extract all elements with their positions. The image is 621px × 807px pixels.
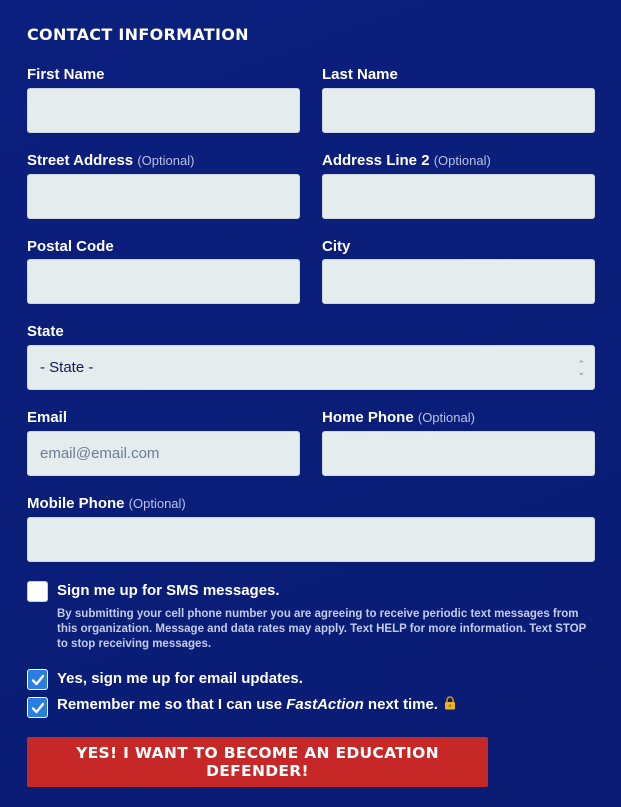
email-updates-checkbox[interactable] [27,669,48,690]
email-updates-label[interactable]: Yes, sign me up for email updates. [57,670,303,687]
first-name-label-text: First Name [27,66,105,83]
optional-tag: (Optional) [128,496,186,511]
sms-checkbox-label[interactable]: Sign me up for SMS messages. [57,582,280,599]
state-selected-value: - State - [40,359,94,376]
postal-code-input[interactable] [27,259,300,304]
street-address-label-text: Street Address [27,152,134,169]
home-phone-label [322,409,475,426]
optional-tag: (Optional) [417,410,475,425]
sms-disclaimer: By submitting your cell phone number you are agreeing to receive periodic text messages from this organization. Message and data rates may apply. Text HELP for more information. Text STOP to stop receiving messages. [57,608,587,650]
address-line2-label [322,152,491,169]
last-name-input[interactable] [322,88,595,133]
first-name-label [27,66,105,83]
checkmark-icon [31,701,45,715]
state-label [27,323,64,340]
address-line2-input[interactable] [322,174,595,219]
last-name-label [322,66,398,83]
email-label [27,409,67,426]
city-label [322,238,350,255]
email-input[interactable] [27,431,300,476]
mobile-phone-input[interactable] [27,517,595,562]
state-label-text: State [27,323,64,340]
remember-me-text-after: next time. [363,696,438,713]
remember-me-label[interactable] [57,696,456,713]
submit-button[interactable]: YES! I WANT TO BECOME AN EDUCATION DEFENDER! [27,737,488,787]
last-name-label-text: Last Name [322,66,398,83]
city-label-text: City [322,238,351,255]
remember-me-text-before: Remember me so that I can use [57,696,287,713]
section-title: CONTACT INFORMATION [27,25,249,44]
postal-code-label-text: Postal Code [27,238,114,255]
select-arrows-icon: ⌃ ⌄ [577,359,585,377]
mobile-phone-label [27,495,186,512]
address-line2-label-text: Address Line 2 [322,152,430,169]
street-address-label [27,152,194,169]
home-phone-label-text: Home Phone [322,409,414,426]
mobile-phone-label-text: Mobile Phone [27,495,125,512]
optional-tag: (Optional) [137,153,195,168]
first-name-input[interactable] [27,88,300,133]
lock-icon [444,696,456,710]
checkmark-icon [31,673,45,687]
remember-me-checkbox[interactable] [27,697,48,718]
state-select[interactable] [27,345,595,390]
sms-checkbox[interactable] [27,581,48,602]
email-label-text: Email [27,409,68,426]
street-address-input[interactable] [27,174,300,219]
city-input[interactable] [322,259,595,304]
optional-tag: (Optional) [433,153,491,168]
fastaction-brand: FastAction [286,696,364,713]
home-phone-input[interactable] [322,431,595,476]
postal-code-label [27,238,114,255]
